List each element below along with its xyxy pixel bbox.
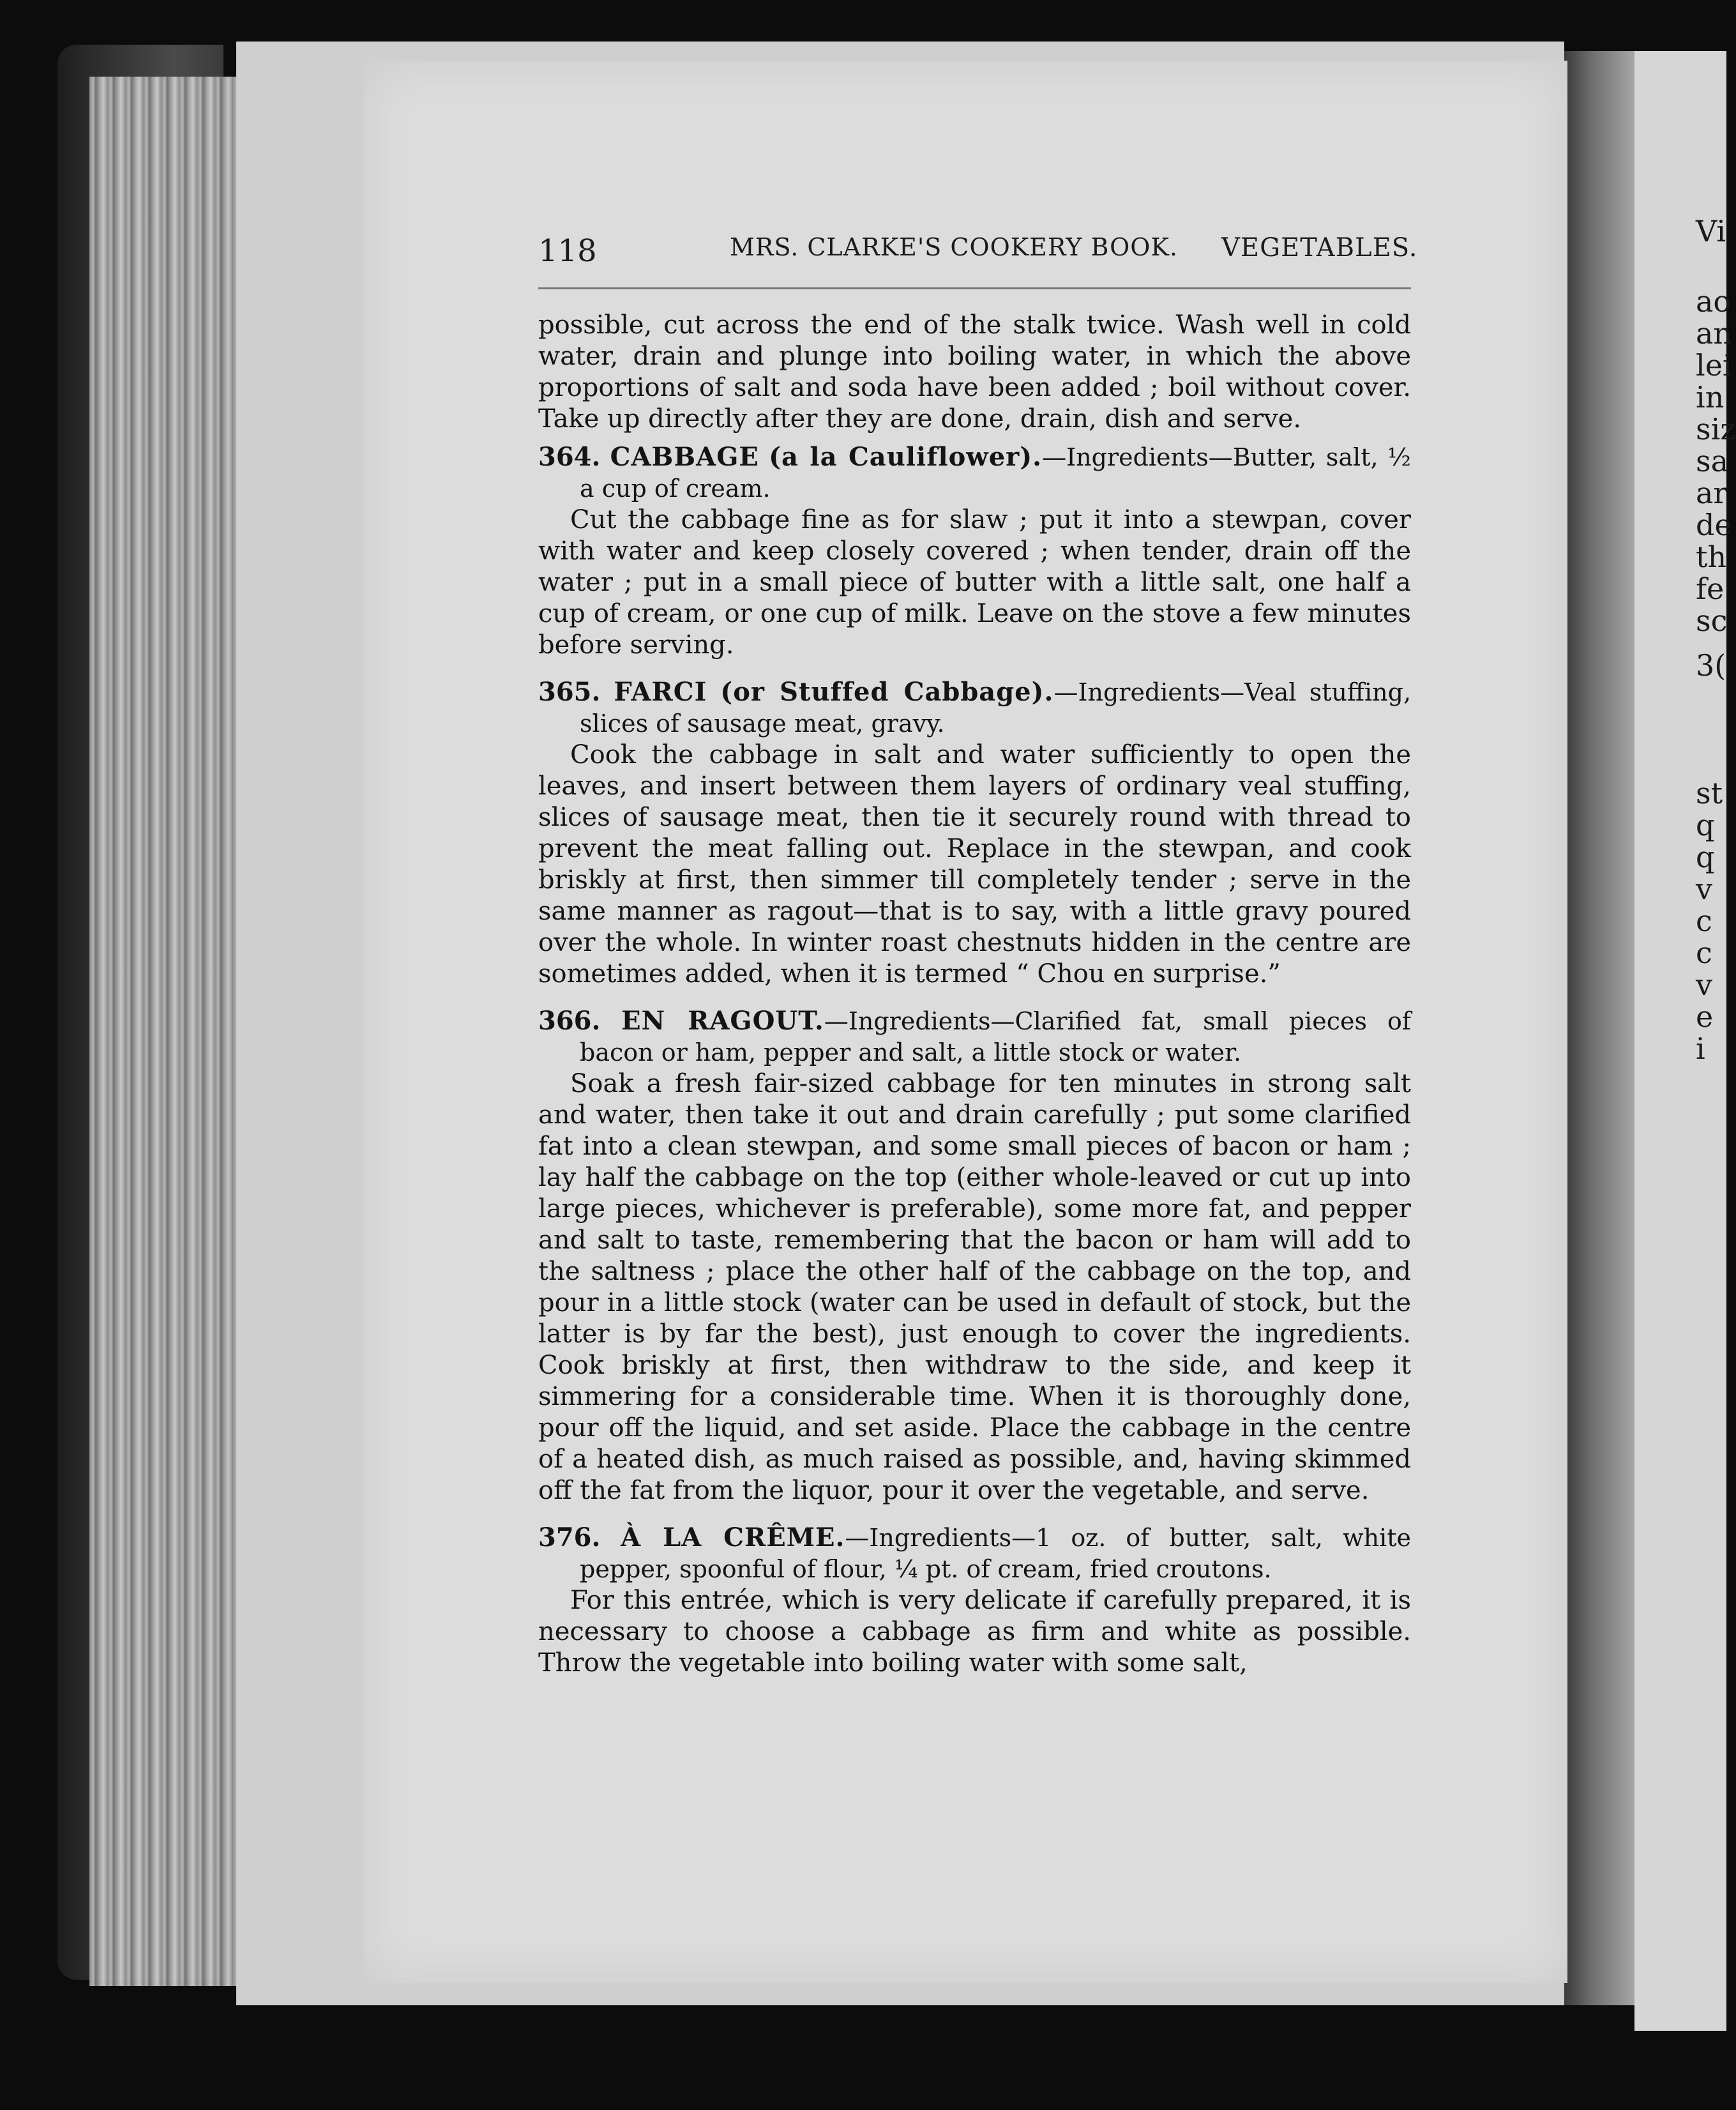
recipe-name: CABBAGE [610, 442, 759, 472]
recipe-name: FARCI [614, 677, 707, 707]
recipe-body: For this entrée, which is very delicate if carefully prepared, it is necessary to choose a cabbage as firm and white as possible. Throw the vegetable into boiling water with some salt, [538, 1586, 1411, 1678]
running-header [538, 233, 1418, 278]
facing-line: c [1696, 904, 1712, 938]
facing-page-header: Vi [1696, 214, 1726, 248]
recipe-ingredients: —Ingredients—Veal stuffing, slices of sausage meat, gravy. [580, 678, 1412, 738]
page-edges [89, 77, 243, 1986]
recipe-subtitle: (a la Cauliflower). [769, 442, 1043, 472]
recipe-subtitle: . [814, 1006, 824, 1036]
facing-line: fe [1696, 572, 1725, 606]
facing-line: i [1696, 1031, 1705, 1066]
recipe-subtitle: (or Stuffed Cabbage). [720, 677, 1054, 707]
section-title: VEGETABLES. [1221, 233, 1418, 262]
facing-line: ao [1696, 284, 1732, 319]
spacer [538, 990, 1411, 999]
facing-line: sa [1696, 444, 1729, 478]
facing-line: th [1696, 540, 1727, 574]
facing-line: lei [1696, 348, 1732, 383]
header-rule [538, 287, 1411, 289]
recipe-name: À LA CRÊME [621, 1522, 836, 1552]
facing-line: de [1696, 508, 1732, 542]
recipe-body: Cut the cabbage fine as for slaw ; put it into a stewpan, cover with water and keep closely covered ; when tender, drain off the water ; put in a small piece of butter with a little salt, one half a cup of cream, or one cup of milk. Leave on the stove a few minutes before serving. [538, 505, 1411, 660]
intro-paragraph: possible, cut across the end of the stalk twice. Wash well in cold water, drain and plunge into boiling water, in which the above proportions of salt and soda have been added ; boil without cover. Take up directly after they are done, drain, dish and serve. [538, 310, 1411, 434]
recipe-number: 364. [538, 442, 601, 472]
recipe-ingredients: —Ingredients—1 oz. of butter, salt, white pepper, spoonful of flour, ¼ pt. of cream, fried croutons. [580, 1524, 1411, 1583]
facing-line: an [1696, 316, 1733, 351]
recipe-name: EN RAGOUT [621, 1006, 815, 1036]
facing-line: v [1696, 872, 1712, 906]
recipe-heading [538, 1522, 1411, 1585]
page-number: 118 [538, 233, 597, 269]
running-title: MRS. CLARKE'S COOKERY BOOK. [730, 233, 1178, 261]
recipe-heading [538, 1005, 1411, 1068]
facing-line: siz [1696, 412, 1736, 446]
facing-line: c [1696, 936, 1712, 970]
recipe-number: 365. [538, 677, 601, 707]
recipe-ingredients: —Ingredients—Clarified fat, small pieces of bacon or ham, pepper and salt, a little stock or water. [580, 1007, 1411, 1066]
facing-line: in [1696, 380, 1725, 414]
recipe-heading [538, 441, 1411, 505]
recipe-subtitle: . [835, 1522, 845, 1552]
recipe-heading [538, 676, 1411, 740]
gutter-shadow [1564, 51, 1634, 2005]
facing-page [1634, 51, 1736, 2031]
facing-line: sc [1696, 603, 1728, 638]
facing-line: e [1696, 999, 1714, 1034]
spacer [538, 661, 1411, 670]
facing-line: q [1696, 840, 1715, 874]
recipe-body: Cook the cabbage in salt and water sufficiently to open the leaves, and insert between them layers of ordinary veal stuffing, slices of sausage meat, then tie it securely round with thread to prevent the meat falling out. Replace in the stewpan, and cook briskly at first, then simmer till completely tender ; serve in the same manner as ragout—that is to say, with a little gravy poured over the whole. In winter roast chestnuts hidden in the centre are sometimes added, when it is termed “ Chou en surprise.” [538, 740, 1411, 989]
recipe-ingredients: —Ingredients—Butter, salt, ½ a cup of cream. [580, 443, 1411, 503]
facing-line: ar [1696, 476, 1728, 510]
spacer [538, 1507, 1411, 1515]
facing-line: q [1696, 808, 1715, 842]
facing-line: st [1696, 776, 1723, 810]
page-body [538, 310, 1411, 1679]
facing-line: v [1696, 968, 1712, 1002]
recipe-number: 366. [538, 1006, 601, 1036]
recipe-number: 376. [538, 1522, 601, 1552]
facing-line: 3( [1696, 648, 1726, 683]
recipe-body: Soak a fresh fair-sized cabbage for ten minutes in strong salt and water, then take it out and drain carefully ; put some clarified fat into a clean stewpan, and some small pieces of bacon or ham ; lay half the cabbage on the top (either whole-leaved or cut up into large pieces, whichever is preferable), some more fat, and pepper and salt to taste, remembering that the bacon or ham will add to the saltness ; place the other half of the cabbage on the top, and pour in a little stock (water can be used in default of stock, but the latter is by far the best), just enough to cover the ingredients. Cook briskly at first, then withdraw to the side, and keep it simmering for a considerable time. When it is thoroughly done, pour off the liquid, and set aside. Place the cabbage in the centre of a heated dish, as much raised as possible, and, having skimmed off the fat from the liquor, pour it over the vegetable, and serve. [538, 1069, 1411, 1505]
